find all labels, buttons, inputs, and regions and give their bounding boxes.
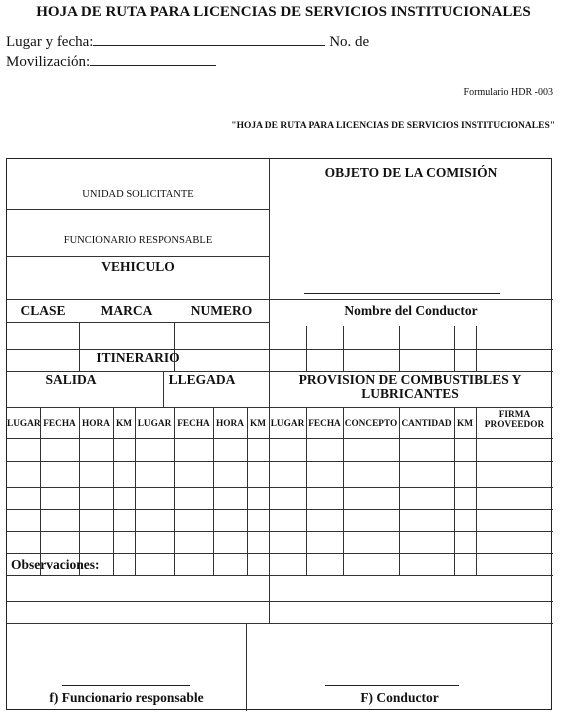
signature-funcionario: f) Funcionario responsable (49, 690, 204, 705)
col-llegada-hora: HORA (216, 419, 244, 429)
col-provision-cantidad: CANTIDAD (401, 419, 452, 429)
itinerario-label: ITINERARIO (96, 350, 180, 365)
col-provision-km: KM (456, 419, 473, 429)
numero-label: NUMERO (190, 303, 253, 318)
col-provision-concepto: CONCEPTO (344, 419, 398, 429)
signature-conductor: F) Conductor (360, 690, 439, 705)
number-label: No. de (329, 34, 370, 50)
mobilization-label: Movilización: (6, 54, 91, 70)
route-sheet-form (6, 158, 552, 710)
form-code: Formulario HDR -003 (463, 87, 553, 98)
col-llegada-km: KM (249, 419, 266, 429)
place-date-blank[interactable] (93, 32, 325, 46)
mobilization-blank[interactable] (90, 52, 216, 66)
marca-label: MARCA (100, 303, 153, 318)
nombre-conductor-label: Nombre del Conductor (344, 303, 478, 318)
objeto-comision-label: OBJETO DE LA COMISIÓN (324, 165, 498, 180)
col-salida-km: KM (115, 419, 132, 429)
col-firma-proveedor: FIRMA PROVEEDOR (484, 410, 545, 430)
place-date-label: Lugar y fecha: (6, 34, 94, 50)
col-salida-fecha: FECHA (43, 419, 76, 429)
col-llegada-lugar: LUGAR (137, 419, 172, 429)
unidad-solicitante-label: UNIDAD SOLICITANTE (82, 189, 194, 200)
funcionario-responsable-label: FUNCIONARIO RESPONSABLE (63, 235, 213, 246)
col-provision-fecha: FECHA (308, 419, 341, 429)
col-salida-hora: HORA (82, 419, 110, 429)
vehiculo-label: VEHICULO (101, 259, 175, 274)
clase-label: CLASE (20, 303, 66, 318)
col-salida-lugar: LUGAR (7, 419, 41, 429)
form-subtitle: "HOJA DE RUTA PARA LICENCIAS DE SERVICIOS INSTITUCIONALES" (231, 121, 555, 131)
place-date-line (6, 32, 369, 51)
col-llegada-fecha: FECHA (177, 419, 210, 429)
salida-label: SALIDA (45, 372, 97, 387)
provision-label: PROVISION DE COMBUSTIBLES Y LUBRICANTES (298, 372, 522, 402)
mobilization-line (6, 52, 216, 71)
llegada-label: LLEGADA (168, 372, 236, 387)
observaciones-label: Observaciones: (11, 557, 100, 572)
document-title: HOJA DE RUTA PARA LICENCIAS DE SERVICIOS INSTITUCIONALES (36, 4, 531, 20)
col-provision-lugar: LUGAR (270, 419, 305, 429)
